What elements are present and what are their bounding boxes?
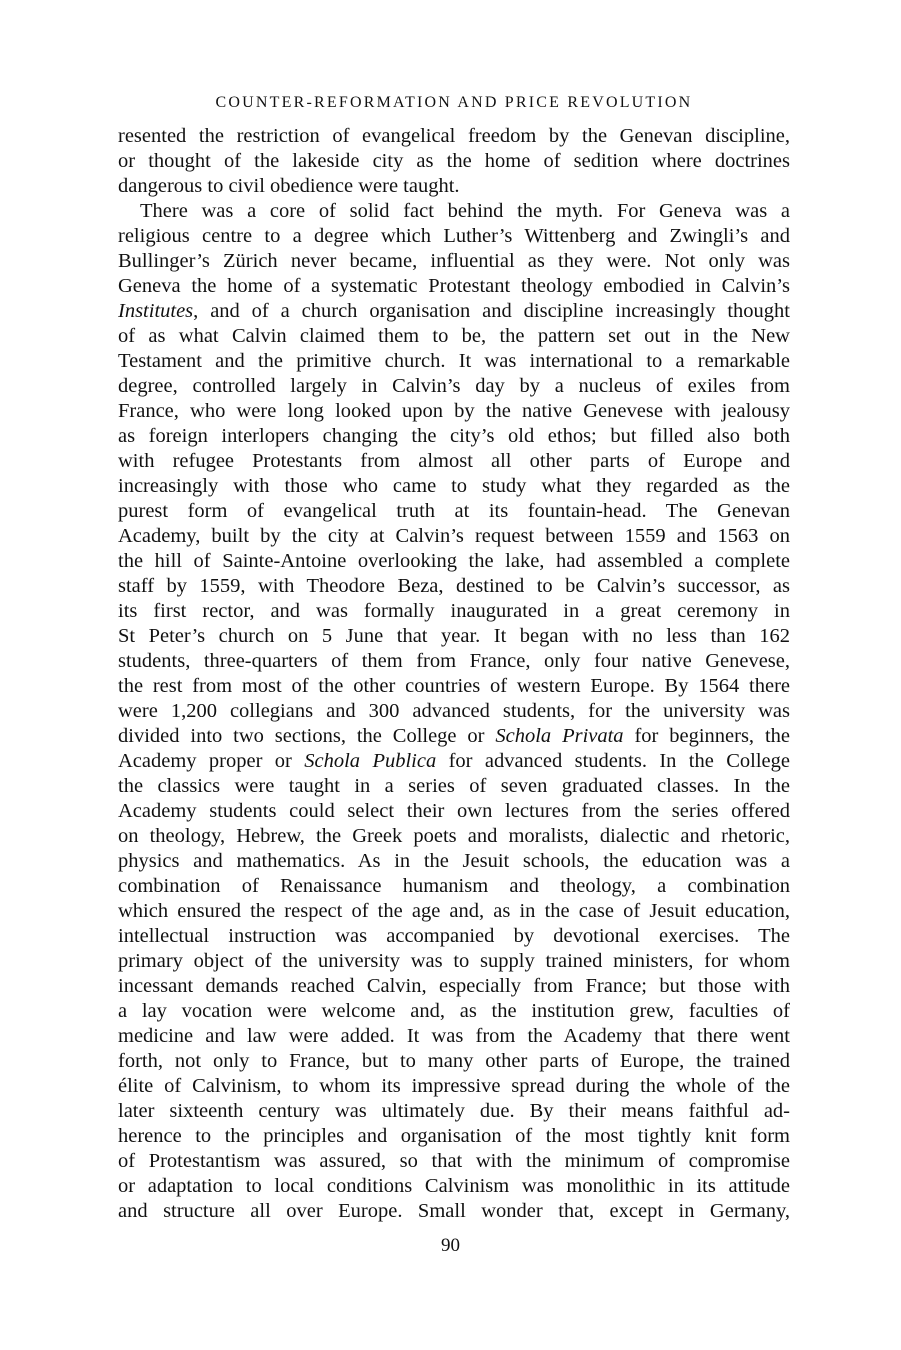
text-line xyxy=(118,974,790,999)
text-line xyxy=(118,599,790,624)
text-line xyxy=(118,1149,790,1174)
text-segment: Bullinger’s Zürich never became, influential as they were. Not only was xyxy=(118,250,790,272)
text-segment: divided into two sections, the College or xyxy=(118,725,496,747)
text-segment: degree, controlled largely in Calvin’s day by a nucleus of exiles from xyxy=(118,375,790,397)
text-segment: Geneva the home of a systematic Protestant theology embodied in Calvin’s xyxy=(118,275,790,297)
text-segment: the rest from most of the other countries of western Europe. By 1564 there xyxy=(118,675,790,697)
text-segment: staff by 1559, with Theodore Beza, destined to be Calvin’s successor, as xyxy=(118,575,790,597)
text-segment: Testament and the primitive church. It was international to a remarkable xyxy=(118,350,790,372)
text-line xyxy=(118,1199,790,1224)
text-line xyxy=(118,624,790,649)
text-segment: incessant demands reached Calvin, especially from France; but those with xyxy=(118,975,790,997)
text-segment: or thought of the lakeside city as the home of sedition where doctrines xyxy=(118,150,790,172)
text-segment: its first rector, and was formally inaugurated in a great ceremony in xyxy=(118,600,790,622)
text-segment: purest form of evangelical truth at its fountain-head. The Genevan xyxy=(118,500,790,522)
running-head: COUNTER-REFORMATION AND PRICE REVOLUTION xyxy=(215,94,693,111)
text-segment: as foreign interlopers changing the city’s old ethos; but filled also both xyxy=(118,425,790,447)
text-line xyxy=(118,724,790,749)
text-line xyxy=(118,524,790,549)
text-segment: for advanced students. In the College xyxy=(436,750,790,772)
text-segment: of as what Calvin claimed them to be, the pattern set out in the New xyxy=(118,325,790,347)
italic-title: Institutes xyxy=(118,300,194,322)
text-segment: a lay vocation were welcome and, as the institution grew, faculties of xyxy=(118,1000,790,1022)
text-line xyxy=(118,1174,790,1199)
text-segment: with refugee Protestants from almost all other parts of Europe and xyxy=(118,450,790,472)
text-segment: Academy students could select their own lectures from the series offered xyxy=(118,800,790,822)
paragraph-first-line xyxy=(118,199,790,224)
text-segment: combination of Renaissance humanism and theology, a combination xyxy=(118,875,790,897)
text-segment: the hill of Sainte-Antoine overlooking the lake, had assembled a complete xyxy=(118,550,790,572)
text-line xyxy=(118,649,790,674)
text-segment: students, three-quarters of them from France, only four native Genevese, xyxy=(118,650,790,672)
text-line xyxy=(118,574,790,599)
text-segment: élite of Calvinism, to whom its impressive spread during the whole of the xyxy=(118,1075,790,1097)
text-line xyxy=(118,1099,790,1124)
text-line xyxy=(118,424,790,449)
text-line xyxy=(118,274,790,299)
text-segment: the classics were taught in a series of seven graduated classes. In the xyxy=(118,775,790,797)
page-number: 90 xyxy=(441,1235,460,1256)
text-line xyxy=(118,1024,790,1049)
text-line xyxy=(118,899,790,924)
text-line xyxy=(118,774,790,799)
text-line xyxy=(118,149,790,174)
text-line xyxy=(118,824,790,849)
text-line xyxy=(118,474,790,499)
text-segment: were 1,200 collegians and 300 advanced students, for the university was xyxy=(118,700,790,722)
text-line xyxy=(118,924,790,949)
text-line xyxy=(118,174,790,199)
text-segment: dangerous to civil obedience were taught. xyxy=(118,175,460,197)
text-line xyxy=(118,124,790,149)
text-line xyxy=(118,499,790,524)
text-segment: later sixteenth century was ultimately due. By their means faithful ad- xyxy=(118,1100,790,1122)
italic-title: Schola Privata xyxy=(495,725,624,747)
text-line xyxy=(118,749,790,774)
text-segment: primary object of the university was to supply trained ministers, for whom xyxy=(118,950,790,972)
text-line xyxy=(118,349,790,374)
text-line xyxy=(118,324,790,349)
text-line xyxy=(118,1049,790,1074)
text-segment: St Peter’s church on 5 June that year. It began with no less than 162 xyxy=(118,625,790,647)
text-line xyxy=(118,949,790,974)
text-line xyxy=(118,399,790,424)
text-line xyxy=(118,449,790,474)
text-segment: Academy proper or xyxy=(118,750,305,772)
text-segment: medicine and law were added. It was from the Academy that there went xyxy=(118,1025,790,1047)
text-line xyxy=(118,1074,790,1099)
italic-title: Schola Publica xyxy=(304,750,437,772)
text-segment: which ensured the respect of the age and, as in the case of Jesuit education, xyxy=(118,900,790,922)
text-segment: religious centre to a degree which Luther’s Wittenberg and Zwingli’s and xyxy=(118,225,790,247)
text-segment: for beginners, the xyxy=(623,725,790,747)
text-segment: physics and mathematics. As in the Jesuit schools, the education was a xyxy=(118,850,790,872)
text-segment: There was a core of solid fact behind the myth. For Geneva was a xyxy=(140,200,790,222)
text-line xyxy=(118,849,790,874)
text-line xyxy=(118,999,790,1024)
text-segment: forth, not only to France, but to many other parts of Europe, the trained xyxy=(118,1050,790,1072)
text-segment: resented the restriction of evangelical freedom by the Genevan discipline, xyxy=(118,125,790,147)
text-segment: intellectual instruction was accompanied by devotional exercises. The xyxy=(118,925,790,947)
text-line xyxy=(118,549,790,574)
text-segment: and structure all over Europe. Small wonder that, except in Germany, xyxy=(118,1200,790,1222)
text-line xyxy=(118,674,790,699)
text-line xyxy=(118,299,790,324)
text-line xyxy=(118,374,790,399)
text-line xyxy=(118,799,790,824)
text-segment: increasingly with those who came to study what they regarded as the xyxy=(118,475,790,497)
text-segment: France, who were long looked upon by the native Genevese with jealousy xyxy=(118,400,790,422)
text-line xyxy=(118,874,790,899)
text-segment: or adaptation to local conditions Calvinism was monolithic in its attitude xyxy=(118,1175,790,1197)
text-segment: , and of a church organisation and discipline increasingly thought xyxy=(193,300,790,322)
text-segment: on theology, Hebrew, the Greek poets and moralists, dialectic and rhetoric, xyxy=(118,825,790,847)
text-line xyxy=(118,1124,790,1149)
body-text xyxy=(118,124,790,1224)
text-line xyxy=(118,224,790,249)
text-line xyxy=(118,249,790,274)
text-segment: of Protestantism was assured, so that with the minimum of compromise xyxy=(118,1150,790,1172)
text-segment: herence to the principles and organisation of the most tightly knit form xyxy=(118,1125,790,1147)
text-segment: Academy, built by the city at Calvin’s request between 1559 and 1563 on xyxy=(118,525,790,547)
text-line xyxy=(118,699,790,724)
